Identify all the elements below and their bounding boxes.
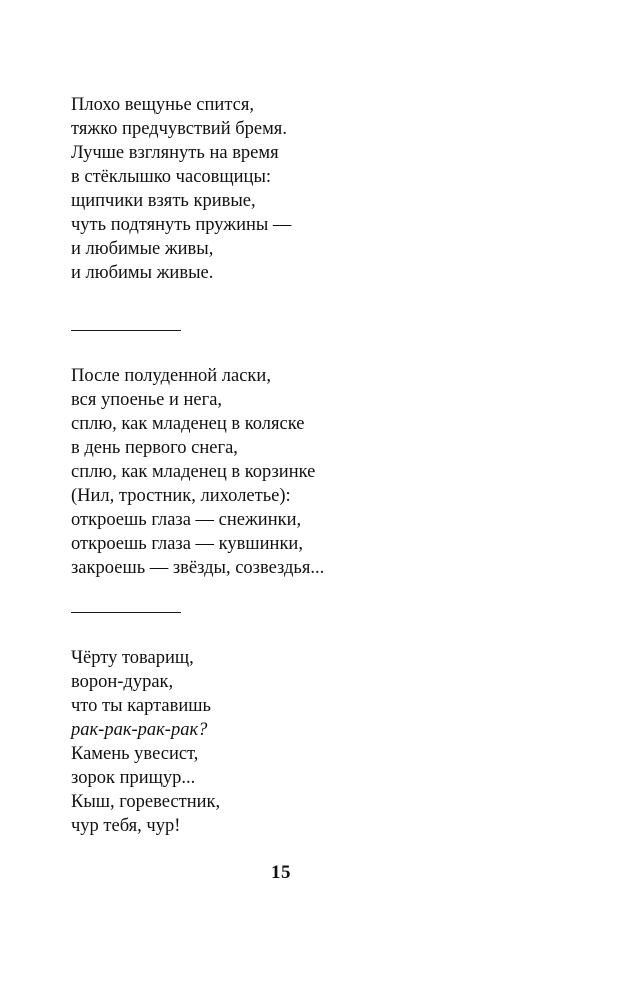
poem-line: и любимы живые. (71, 263, 214, 283)
poem-line: Кыш, горевестник, (71, 792, 221, 812)
poem-line: (Нил, тростник, лихолетье): (71, 486, 291, 506)
poem-line: сплю, как младенец в корзинке (71, 462, 316, 482)
poem-line: и любимые живы, (71, 239, 214, 259)
poem-line: После полуденной ласки, (71, 366, 271, 386)
poem-1 (71, 93, 291, 285)
poem-line: чур тебя, чур! (71, 816, 181, 836)
poem-line: Плохо вещунье спится, (71, 95, 254, 115)
poem-3 (71, 646, 220, 838)
section-divider (71, 612, 181, 613)
poem-line: откроешь глаза — снежинки, (71, 510, 302, 530)
poem-line: Лучше взглянуть на время (71, 143, 279, 163)
poem-line: ворон-дурак, (71, 672, 174, 692)
poem-line: в день первого снега, (71, 438, 238, 458)
poem-line: тяжко предчувствий бремя. (71, 119, 287, 139)
poem-line: вся упоенье и нега, (71, 390, 223, 410)
poem-line: откроешь глаза — кувшинки, (71, 534, 303, 554)
poem-2 (71, 364, 324, 580)
poem-line: Камень увесист, (71, 744, 199, 764)
poem-line: в стёклышко часовщицы: (71, 167, 272, 187)
section-divider (71, 330, 181, 331)
poem-line: чуть подтянуть пружины — (71, 215, 292, 235)
poem-line: щипчики взять кривые, (71, 191, 256, 211)
poem-line: зорок прищур... (71, 768, 196, 788)
page-number: 15 (271, 862, 291, 883)
poem-line: что ты картавишь (71, 696, 211, 716)
poem-line: закроешь — звёзды, созвездья... (71, 558, 325, 578)
poem-line-italic: рак-рак-рак-рак? (71, 720, 208, 740)
poem-line: сплю, как младенец в коляске (71, 414, 305, 434)
poem-line: Чёрту товарищ, (71, 648, 194, 668)
